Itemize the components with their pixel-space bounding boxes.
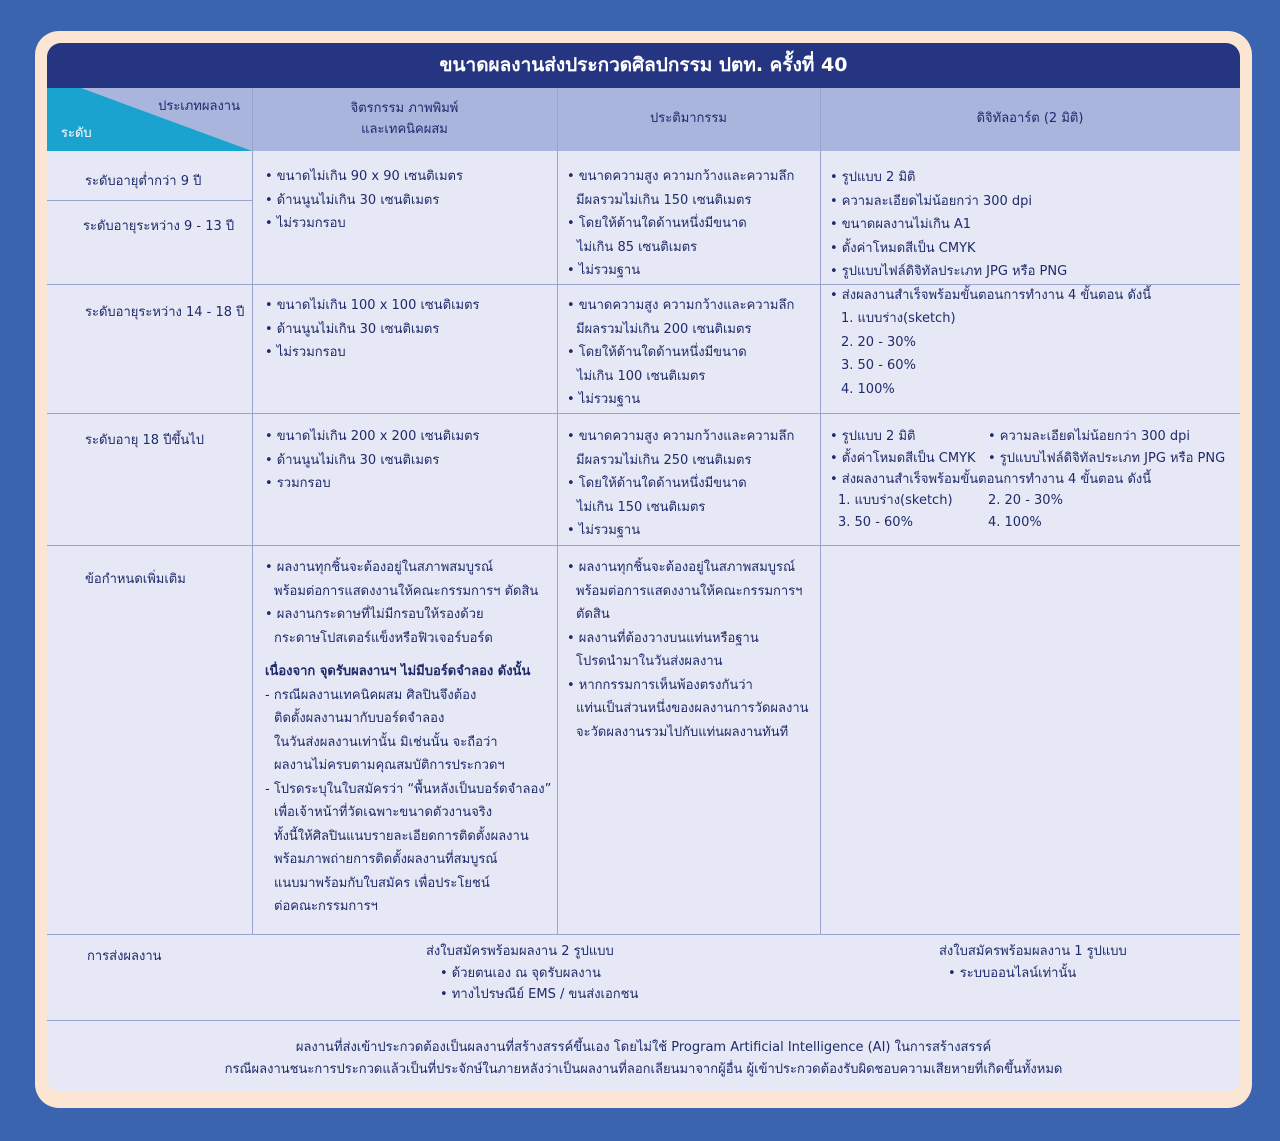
- level-9-13: ระดับอายุระหว่าง 9 - 13 ปี: [83, 219, 235, 234]
- header-sculpture: ประติมากรรม: [650, 111, 727, 127]
- level-submission: การส่งผลงาน: [87, 949, 162, 964]
- sculpture-row3: [567, 425, 794, 543]
- row-divider: [47, 545, 1240, 546]
- header-corner: [47, 88, 252, 151]
- list-item: • ขนาดผลงานไม่เกิน A1: [830, 217, 972, 232]
- list-item: ไม่เกิน 100 เซนติเมตร: [577, 368, 706, 384]
- corner-type-label: ประเภทผลงาน: [158, 99, 240, 114]
- list-item: ในวันส่งผลงานเท่านั้น มิเช่นนั้น จะถือว่า: [274, 734, 498, 750]
- list-item: ตัดสิน: [576, 607, 610, 622]
- level-under-9: ระดับอายุต่ำกว่า 9 ปี: [85, 174, 202, 189]
- sculpture-row2: [567, 294, 794, 412]
- list-item: • ด้วยตนเอง ณ จุดรับผลงาน: [440, 965, 601, 981]
- list-item: • ส่งผลงานสำเร็จพร้อมขั้นตอนการทำงาน 4 ขั้นตอน ดังนี้: [830, 287, 1152, 303]
- painting-extra: [265, 556, 551, 919]
- list-item: 2. 20 - 30%: [988, 493, 1063, 508]
- submission-physical: [426, 941, 638, 1006]
- list-item: • ผลงานทุกชิ้นจะต้องอยู่ในสภาพสมบูรณ์: [265, 560, 494, 575]
- list-item: • ระบบออนไลน์เท่านั้น: [948, 965, 1077, 981]
- size-table: [47, 43, 1240, 1092]
- footer-line: กรณีผลงานชนะการประกวดแล้วเป็นที่ประจักษ์ในภายหลังว่าเป็นผลงานที่ลอกเลียนมาจากผู้อื่น ผู้เข้าประกวดต้องรับผิดชอบความเสียหายที่เกิดขึ้นทั้งหมด: [224, 1062, 1063, 1077]
- row-divider: [47, 934, 1240, 935]
- level-extra-requirements: ข้อกำหนดเพิ่มเติม: [85, 572, 186, 587]
- list-item: • ผลงานที่ต้องวางบนแท่นหรือฐาน: [567, 630, 759, 646]
- list-item: 3. 50 - 60%: [841, 358, 916, 373]
- list-item: ผลงานไม่ครบตามคุณสมบัติการประกวดฯ: [274, 758, 505, 773]
- header-digital-art: ดิจิทัลอาร์ต (2 มิติ): [976, 111, 1084, 127]
- sculpture-extra: [567, 556, 809, 744]
- painting-notice-heading: เนื่องจาก จุดรับผลงานฯ ไม่มีบอร์ดจำลอง ดังนั้น: [265, 664, 531, 679]
- list-item: 2. 20 - 30%: [841, 334, 916, 350]
- digital-adult-col2: [988, 426, 1225, 469]
- list-item: • ผลงานกระดาษที่ไม่มีกรอบให้รองด้วย: [265, 607, 484, 622]
- footer-line: ผลงานที่ส่งเข้าประกวดต้องเป็นผลงานที่สร้างสรรค์ขึ้นเอง โดยไม่ใช้ Program Artificial Intelligence (AI) ในการสร้างสรรค์: [295, 1040, 992, 1055]
- list-item: เพื่อเจ้าหน้าที่วัดเฉพาะขนาดตัวงานจริง: [274, 805, 493, 820]
- list-item: • รูปแบบ 2 มิติ: [830, 429, 916, 444]
- painting-row2: [265, 294, 480, 365]
- list-item: 1. แบบร่าง(sketch): [838, 493, 953, 508]
- list-item: มีผลรวมไม่เกิน 200 เซนติเมตร: [576, 321, 752, 337]
- list-item: แนบมาพร้อมกับใบสมัคร เพื่อประโยชน์: [274, 875, 490, 891]
- list-item: • ด้านนูนไม่เกิน 30 เซนติเมตร: [265, 321, 440, 337]
- digital-adult-steps-col2: [988, 490, 1063, 533]
- list-item: • ไม่รวมฐาน: [567, 392, 641, 407]
- painting-row3: [265, 425, 480, 496]
- list-item: • โดยให้ด้านใดด้านหนึ่งมีขนาด: [567, 345, 747, 360]
- list-item: • ไม่รวมกรอบ: [265, 345, 346, 360]
- table-title: ขนาดผลงานส่งประกวดศิลปกรรม ปตท. ครั้งที่ 40: [47, 43, 1240, 88]
- list-item: • รวมกรอบ: [265, 476, 331, 491]
- list-item: 3. 50 - 60%: [838, 514, 913, 530]
- submission-digital: [939, 941, 1127, 984]
- list-item: จะวัดผลงานรวมไปกับแท่นผลงานทันที: [576, 724, 789, 740]
- list-item: พร้อมต่อการแสดงงานให้คณะกรรมการฯ: [576, 583, 803, 599]
- header-painting-line1: จิตรกรรม ภาพพิมพ์: [350, 101, 459, 117]
- row-divider: [47, 1020, 1240, 1021]
- list-item: ไม่เกิน 150 เซนติเมตร: [577, 499, 706, 515]
- column-divider: [252, 88, 253, 935]
- header-painting: [252, 88, 557, 151]
- list-item: กระดาษโปสเตอร์แข็งหรือฟิวเจอร์บอร์ด: [274, 630, 493, 646]
- list-item: มีผลรวมไม่เกิน 150 เซนติเมตร: [576, 192, 752, 208]
- list-item: • ไม่รวมฐาน: [567, 263, 641, 278]
- list-item: - กรณีผลงานเทคนิคผสม ศิลปินจึงต้อง: [265, 687, 477, 703]
- list-item: • ขนาดความสูง ความกว้างและความลึก: [567, 298, 795, 313]
- list-item: 4. 100%: [841, 381, 895, 397]
- digital-adult-process: • ส่งผลงานสำเร็จพร้อมขั้นตอนการทำงาน 4 ขั้นตอน ดังนี้: [830, 472, 1152, 487]
- list-item: • ตั้งค่าโหมดสีเป็น CMYK: [830, 240, 976, 256]
- list-item: ติดตั้งผลงานมากับบอร์ดจำลอง: [274, 711, 445, 726]
- list-item: • ความละเอียดไม่น้อยกว่า 300 dpi: [988, 429, 1191, 444]
- digital-adult-col1: [830, 426, 976, 469]
- level-14-18: ระดับอายุระหว่าง 14 - 18 ปี: [85, 305, 245, 320]
- list-item: • รูปแบบไฟล์ดิจิทัลประเภท JPG หรือ PNG: [830, 264, 1068, 279]
- footer-note: [47, 1037, 1240, 1081]
- sculpture-row1: [567, 165, 794, 283]
- list-item: • ไม่รวมฐาน: [567, 523, 641, 538]
- column-divider: [820, 88, 821, 935]
- list-item: • ขนาดไม่เกิน 200 x 200 เซนติเมตร: [265, 429, 480, 444]
- submission-digital-heading: ส่งใบสมัครพร้อมผลงาน 1 รูปแบบ: [939, 944, 1127, 959]
- list-item: • ขนาดความสูง ความกว้างและความลึก: [567, 429, 795, 444]
- list-item: • ด้านนูนไม่เกิน 30 เซนติเมตร: [265, 452, 440, 468]
- row-divider: [47, 413, 1240, 414]
- list-item: พร้อมต่อการแสดงงานให้คณะกรรมการฯ ตัดสิน: [274, 583, 539, 599]
- list-item: • ขนาดไม่เกิน 90 x 90 เซนติเมตร: [265, 169, 463, 184]
- digital-young-levels: [830, 166, 1151, 401]
- submission-physical-heading: ส่งใบสมัครพร้อมผลงาน 2 รูปแบบ: [426, 944, 614, 959]
- list-item: • ทางไปรษณีย์ EMS / ขนส่งเอกชน: [440, 987, 639, 1002]
- list-item: ต่อคณะกรรมการฯ: [274, 899, 378, 914]
- list-item: - โปรดระบุในใบสมัครว่า “พื้นหลังเป็นบอร์ดจำลอง”: [265, 781, 552, 797]
- list-item: แท่นเป็นส่วนหนึ่งของผลงานการวัดผลงาน: [576, 701, 809, 716]
- list-item: • รูปแบบไฟล์ดิจิทัลประเภท JPG หรือ PNG: [988, 450, 1226, 466]
- list-item: • หากกรรมการเห็นพ้องตรงกันว่า: [567, 677, 753, 693]
- list-item: • ขนาดความสูง ความกว้างและความลึก: [567, 169, 795, 184]
- level-over-18: ระดับอายุ 18 ปีขึ้นไป: [85, 433, 205, 448]
- list-item: • ตั้งค่าโหมดสีเป็น CMYK: [830, 450, 976, 466]
- column-divider: [557, 88, 558, 935]
- list-item: ทั้งนี้ให้ศิลปินแนบรายละเอียดการติดตั้งผลงาน: [274, 828, 529, 844]
- list-item: • ขนาดไม่เกิน 100 x 100 เซนติเมตร: [265, 298, 480, 313]
- list-item: • โดยให้ด้านใดด้านหนึ่งมีขนาด: [567, 476, 747, 491]
- painting-row1: [265, 165, 463, 236]
- row-divider: [47, 200, 252, 201]
- list-item: พร้อมภาพถ่ายการติดตั้งผลงานที่สมบูรณ์: [274, 852, 498, 867]
- list-item: • ความละเอียดไม่น้อยกว่า 300 dpi: [830, 193, 1033, 209]
- corner-level-label: ระดับ: [61, 126, 92, 141]
- list-item: • โดยให้ด้านใดด้านหนึ่งมีขนาด: [567, 216, 747, 231]
- list-item: 1. แบบร่าง(sketch): [841, 311, 956, 326]
- list-item: • ไม่รวมกรอบ: [265, 216, 346, 231]
- list-item: • ด้านนูนไม่เกิน 30 เซนติเมตร: [265, 192, 440, 208]
- digital-adult-steps-col1: [838, 490, 953, 533]
- list-item: มีผลรวมไม่เกิน 250 เซนติเมตร: [576, 452, 752, 468]
- list-item: • ผลงานทุกชิ้นจะต้องอยู่ในสภาพสมบูรณ์: [567, 560, 796, 575]
- list-item: • รูปแบบ 2 มิติ: [830, 170, 916, 185]
- list-item: ไม่เกิน 85 เซนติเมตร: [577, 239, 698, 255]
- list-item: 4. 100%: [988, 514, 1042, 530]
- header-painting-line2: และเทคนิคผสม: [361, 121, 448, 137]
- list-item: โปรดนำมาในวันส่งผลงาน: [576, 654, 723, 669]
